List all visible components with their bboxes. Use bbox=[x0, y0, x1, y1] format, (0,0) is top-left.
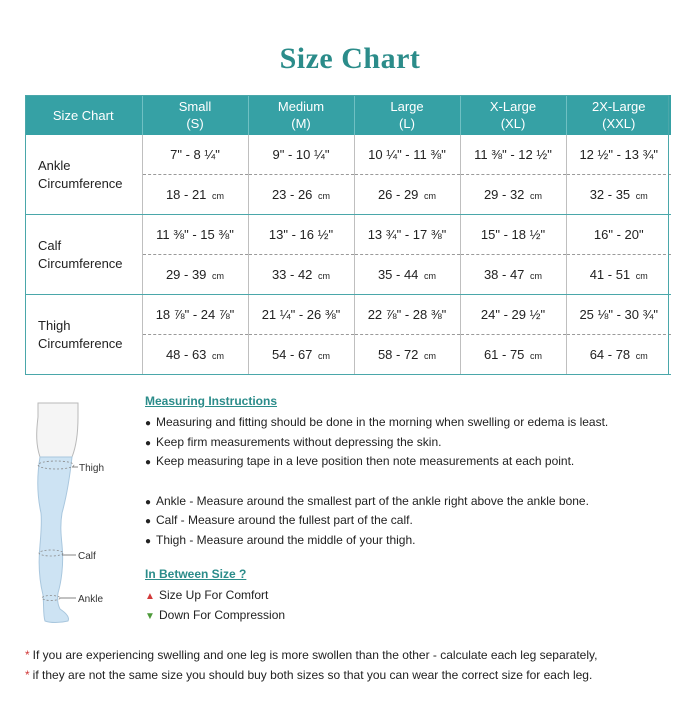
table-cell: 18 ⅞" - 24 ⅞" bbox=[142, 295, 248, 335]
table-cell: 29 - 39 cm bbox=[142, 255, 248, 295]
table-cell: 21 ¼" - 26 ⅜" bbox=[248, 295, 354, 335]
table-cell: 22 ⅞" - 28 ⅜" bbox=[354, 295, 460, 335]
table-cell: 25 ⅛" - 30 ¾" bbox=[566, 295, 671, 335]
in-between-heading: In Between Size ? bbox=[145, 567, 247, 581]
column-header-xlarge: X-Large (XL) bbox=[460, 95, 566, 135]
list-item: ● Measuring and fitting should be done in the morning when swelling or edema is least. bbox=[145, 415, 609, 429]
list-item: ● Keep firm measurements without depressing the skin. bbox=[145, 434, 442, 449]
asterisk-icon: * bbox=[25, 668, 30, 682]
table-cell: 54 - 67 cm bbox=[248, 335, 354, 375]
table-cell: 24" - 29 ½" bbox=[460, 295, 566, 335]
table-cell: 9" - 10 ¼" bbox=[248, 135, 354, 175]
footnote: * If you are experiencing swelling and one leg is more swollen than the other - calculate each leg separately, bbox=[25, 648, 598, 662]
size-up-item: ▲ Size Up For Comfort bbox=[145, 586, 675, 606]
list-item: ● Calf - Measure around the fullest part of the calf. bbox=[145, 513, 413, 527]
table-cell: 15" - 18 ½" bbox=[460, 215, 566, 255]
table-cell: 32 - 35 cm bbox=[566, 175, 671, 215]
table-corner-label: Size Chart bbox=[25, 95, 142, 135]
size-chart-table bbox=[25, 95, 671, 375]
table-cell: 18 - 21 cm bbox=[142, 175, 248, 215]
table-cell: 7" - 8 ¼" bbox=[142, 135, 248, 175]
list-item: ● Ankle - Measure around the smallest part of the ankle right above the ankle bone. bbox=[145, 493, 589, 508]
triangle-down-icon: ▼ bbox=[145, 610, 155, 622]
column-header-2xlarge: 2X-Large (XXL) bbox=[566, 95, 671, 135]
footnote: * if they are not the same size you should buy both sizes so that you can wear the correct size for each leg. bbox=[25, 668, 593, 682]
row-label-calf: Calf Circumference bbox=[25, 215, 142, 295]
table-cell: 33 - 42 cm bbox=[248, 255, 354, 295]
table-cell: 16" - 20" bbox=[566, 215, 671, 255]
calf-label: Calf bbox=[78, 551, 96, 562]
measuring-instructions bbox=[145, 394, 675, 625]
leg-diagram bbox=[20, 395, 130, 635]
footnotes bbox=[25, 645, 685, 685]
table-cell: 38 - 47 cm bbox=[460, 255, 566, 295]
list-item: ● Thigh - Measure around the middle of your thigh. bbox=[145, 532, 416, 547]
thigh-label: Thigh bbox=[79, 463, 105, 474]
table-cell: 41 - 51 cm bbox=[566, 255, 671, 295]
page-title: Size Chart bbox=[279, 42, 421, 75]
column-header-large: Large (L) bbox=[354, 95, 460, 135]
triangle-up-icon: ▲ bbox=[145, 591, 155, 602]
column-header-medium: Medium (M) bbox=[248, 95, 354, 135]
table-cell: 64 - 78 cm bbox=[566, 335, 671, 375]
table-row bbox=[25, 135, 671, 175]
instructions-heading: Measuring Instructions bbox=[145, 394, 278, 408]
column-header-small: Small (S) bbox=[142, 95, 248, 135]
table-header-row bbox=[25, 95, 671, 135]
table-cell: 10 ¼" - 11 ⅜" bbox=[354, 135, 460, 175]
table-cell: 61 - 75 cm bbox=[460, 335, 566, 375]
table-cell: 29 - 32 cm bbox=[460, 175, 566, 215]
table-cell: 23 - 26 cm bbox=[248, 175, 354, 215]
table-row bbox=[25, 295, 671, 335]
table-cell: 35 - 44 cm bbox=[354, 255, 460, 295]
row-label-ankle: Ankle Circumference bbox=[25, 135, 142, 215]
table-cell: 11 ⅜" - 12 ½" bbox=[460, 135, 566, 175]
table-cell: 26 - 29 cm bbox=[354, 175, 460, 215]
table-cell: 11 ⅜" - 15 ⅜" bbox=[142, 215, 248, 255]
ankle-label: Ankle bbox=[78, 594, 104, 605]
table-cell: 58 - 72 cm bbox=[354, 335, 460, 375]
leg-illustration bbox=[37, 403, 78, 623]
table-row bbox=[25, 215, 671, 255]
table-cell: 13" - 16 ½" bbox=[248, 215, 354, 255]
asterisk-icon: * bbox=[25, 648, 30, 662]
table-cell: 12 ½" - 13 ¾" bbox=[566, 135, 671, 175]
list-item: ● Keep measuring tape in a leve position then note measurements at each point. bbox=[145, 454, 575, 468]
table-cell: 48 - 63 cm bbox=[142, 335, 248, 375]
size-down-item: ▼ Down For Compression bbox=[145, 606, 675, 626]
row-label-thigh: Thigh Circumference bbox=[25, 295, 142, 375]
table-cell: 13 ¾" - 17 ⅜" bbox=[354, 215, 460, 255]
